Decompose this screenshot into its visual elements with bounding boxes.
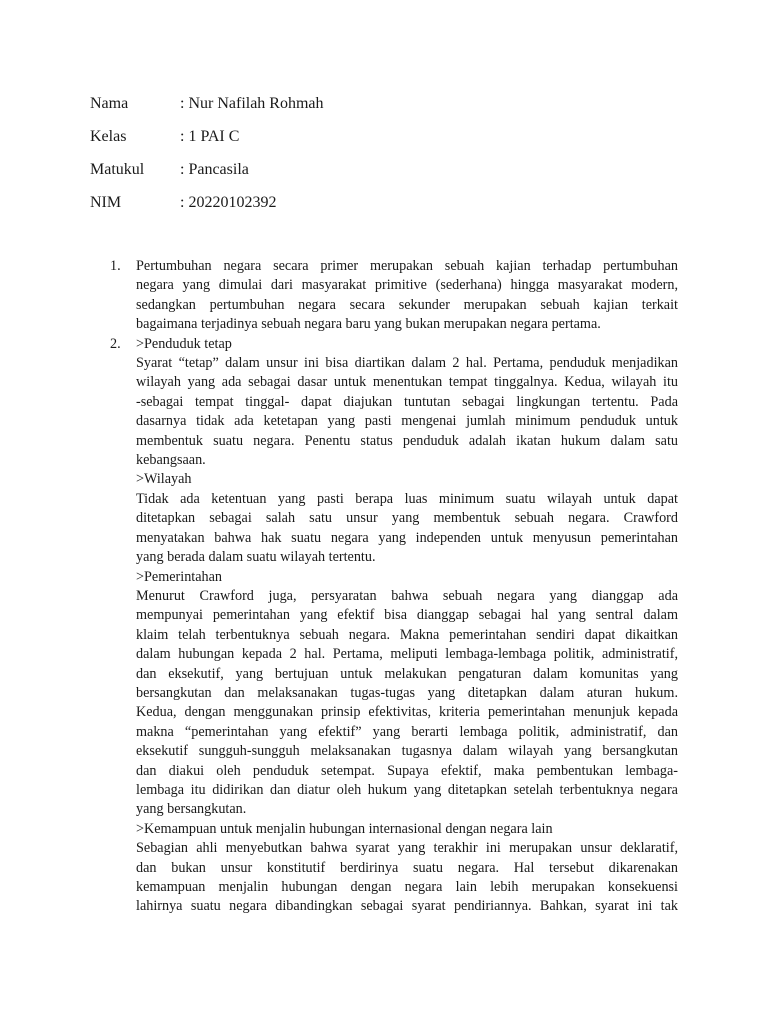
text-line: bersangkutan dan melaksanakan tugas-tugas yang ditetapkan dalam aturan hukum.: [136, 684, 678, 701]
text-line: Syarat “tetap” dalam unsur ini bisa diartikan dalam 2 hal. Pertama, penduduk menjadikan: [136, 355, 678, 372]
text-line: bagaimana terjadinya sebuah negara baru yang bukan merupakan negara pertama.: [136, 316, 601, 333]
info-label: Kelas: [90, 128, 127, 145]
text-line: Tidak ada ketentuan yang pasti berapa luas minimum suatu wilayah untuk dapat: [136, 490, 678, 507]
info-row: [90, 92, 324, 125]
text-line: mempunyai pemerintahan yang efektif bisa dianggap sebagai hal yang sentral dalam: [136, 607, 678, 624]
info-row: [90, 158, 324, 191]
text-line: Pertumbuhan negara secara primer merupakan sebuah kajian terhadap pertumbuhan: [136, 258, 678, 274]
text-line: dan eksekutif, yang bertujuan untuk melakukan pengaturan dalam komunitas yang: [136, 665, 678, 682]
info-label: Nama: [90, 95, 129, 112]
list-item: [110, 335, 678, 917]
text-line: dasarnya tidak ada ketetapan yang pasti mengenai jumlah minimum penduduk untuk: [136, 413, 678, 430]
info-row: [90, 125, 324, 158]
info-label: NIM: [90, 194, 122, 211]
text-line: Kedua, dengan menggunakan prinsip efektivitas, kriteria pemerintahan menunjuk kepada: [136, 704, 678, 721]
section-heading: >Penduduk tetap: [136, 335, 232, 352]
info-value: : Pancasila: [180, 161, 249, 178]
item-body: [136, 335, 678, 917]
text-line: Sebagian ahli menyebutkan bahwa syarat yang terakhir ini merupakan unsur deklaratif,: [136, 840, 678, 857]
text-line: dan bukan unsur konstitutif berdirinya suatu negara. Hal tersebut dikarenakan: [136, 859, 678, 876]
text-line: Menurut Crawford juga, persyaratan bahwa sebuah negara yang dianggap ada: [136, 587, 678, 604]
item-number: 1.: [110, 258, 121, 274]
info-row: [90, 191, 324, 224]
info-value: : 1 PAI C: [180, 128, 240, 145]
text-line: kemampuan menjalin hubungan dengan negara lain lebih merupakan konsekuensi: [136, 879, 678, 895]
info-value: : 20220102392: [180, 194, 277, 211]
text-line: sedangkan pertumbuhan negara secara sekunder merupakan sebuah kajian terkait: [136, 296, 678, 313]
section-heading: >Pemerintahan: [136, 568, 223, 585]
text-line: yang berada dalam suatu wilayah tertentu.: [136, 549, 376, 566]
text-line: dalam hubungan kepada 2 hal. Pertama, meliputi lembaga-lembaga politik, administratif,: [136, 646, 678, 663]
text-line: dan diakui oleh penduduk setempat. Supaya efektif, maka pembentukan lembaga-: [136, 762, 678, 779]
text-line: menyatakan bahwa hak suatu negara yang independen untuk menyusun pemerintahan: [136, 529, 678, 546]
info-label: Matukul: [90, 161, 145, 178]
answer-list: [110, 257, 678, 917]
text-line: makna “pemerintahan yang efektif” yang berarti lembaga politik, administratif, dan: [136, 723, 678, 740]
text-line: lahirnya suatu negara dibandingkan sebagai syarat pendiriannya. Bahkan, syarat ini tak: [136, 898, 678, 915]
text-line: -sebagai tempat tinggal- dapat diajukan tuntutan sebagai lingkungan tertentu. Pada: [136, 393, 678, 410]
text-line: klaim telah terbentuknya sebuah negara. Makna pemerintahan sendiri dapat dikaitkan: [136, 626, 678, 643]
section-heading: >Kemampuan untuk menjalin hubungan internasional dengan negara lain: [136, 820, 553, 837]
text-line: eksekutif sungguh-sungguh melaksanakan tugasnya dalam wilayah yang bersangkutan: [136, 743, 678, 760]
section-heading: >Wilayah: [136, 471, 192, 488]
text-line: kebangsaan.: [136, 452, 206, 469]
student-info: [90, 92, 324, 224]
text-line: wilayah yang ada sebagai dasar untuk menentukan tempat tinggalnya. Kedua, wilayah itu: [136, 374, 678, 391]
text-line: ditetapkan sebagai salah satu unsur yang membentuk sebuah negara. Crawford: [136, 510, 678, 527]
item-body: [136, 257, 678, 335]
list-item: [110, 257, 678, 335]
text-line: negara yang dimulai dari masyarakat primitive (sederhana) hingga masyarakat modern,: [136, 277, 678, 294]
item-number: 2.: [110, 335, 121, 352]
text-line: yang bersangkutan.: [136, 801, 247, 818]
info-value: : Nur Nafilah Rohmah: [180, 95, 324, 112]
text-line: membentuk suatu negara. Penentu status penduduk adalah ikatan hukum dalam satu: [136, 432, 678, 449]
text-line: lembaga itu didirikan dan diatur oleh hukum yang ditetapkan setelah terbentuknya negara: [136, 781, 678, 798]
